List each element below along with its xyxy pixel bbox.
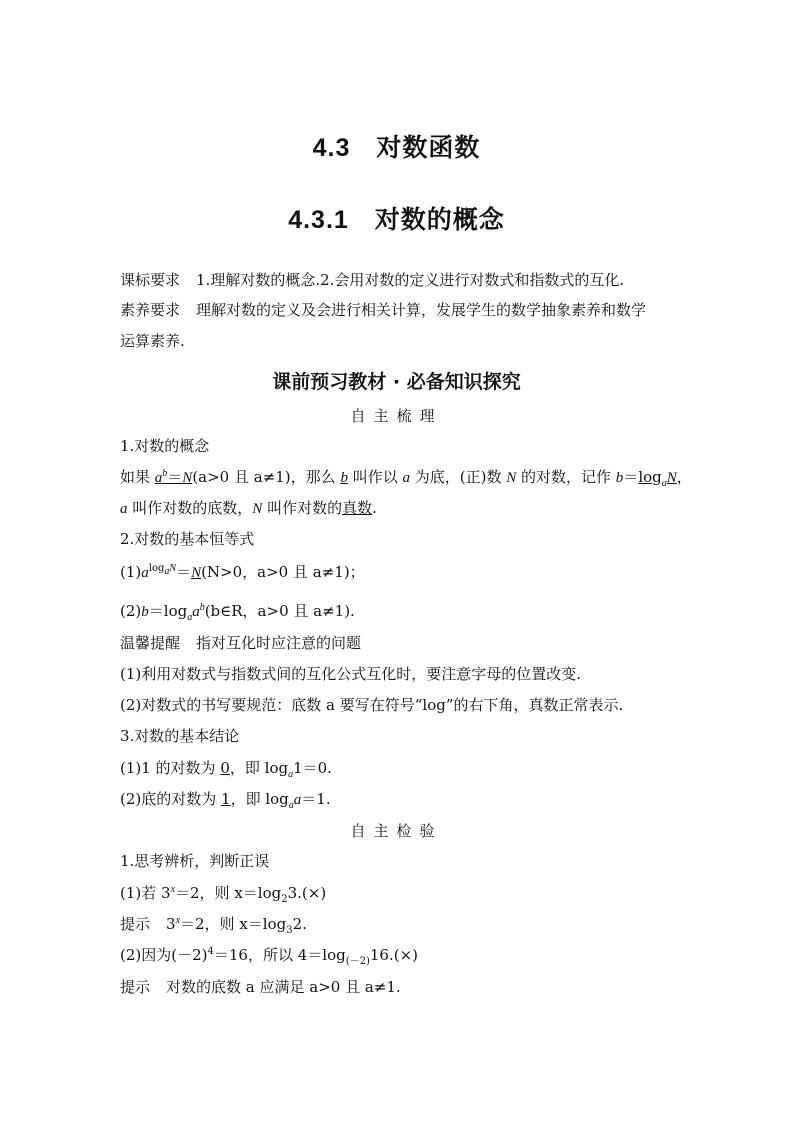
text: ＝1. <box>301 790 331 808</box>
curriculum-label: 课标要求 <box>120 271 181 289</box>
var-a: a <box>288 800 294 811</box>
preview-title: 课前预习教材 · 必备知识探究 <box>272 371 521 393</box>
blank-true-number: 真数 <box>342 499 373 517</box>
identity-1 <box>120 562 680 583</box>
exercise-heading: 1.思考辨析，判断正误 <box>120 852 270 870</box>
text: 的对数，记作 <box>516 468 616 486</box>
exercise-q1: (1)若 $3^x=2$，则 $x=\log_23.(\times)$ <box>120 884 327 905</box>
text: (N>0，a>0 且 a≠1)； <box>201 563 365 581</box>
var-a: a <box>661 478 667 489</box>
text: 对数的底数 a 应满足 a>0 且 a≠1. <box>166 978 401 996</box>
var-N: N <box>252 501 263 517</box>
var-b: b <box>162 468 168 479</box>
text: ＝16，所以 4＝log <box>213 946 346 964</box>
section-name: 对数的概念 <box>374 205 505 234</box>
var-a: a <box>187 612 193 623</box>
text: 叫作对数的 <box>262 499 343 517</box>
text: (2)底的对数为 <box>120 790 222 808</box>
chapter-name: 对数函数 <box>376 133 481 162</box>
exercise-hint-1: 提示 $3^x=2$，则 $x=\log_32$. <box>120 915 307 936</box>
text: 3.(×) <box>287 884 327 902</box>
var-b: b <box>141 604 149 620</box>
text: (1)若 3 <box>120 884 171 902</box>
exercise-q2: (2)因为$(-2)^4=16$，所以 $4=\log_{(-2)}16.(\times)$ <box>120 946 419 967</box>
exp-form <box>155 468 193 486</box>
eq: ＝ <box>148 602 164 620</box>
tip-1: (1)利用对数式与指数式间的互化公式互化时，要注意字母的位置改变. <box>120 665 582 683</box>
curriculum-text: 1.理解对数的概念.2.会用对数的定义进行对数式和指数式的互化. <box>196 271 625 289</box>
var-a: a <box>192 604 200 620</box>
hint-label: 提示 <box>120 915 151 933</box>
text: 1＝0. <box>293 759 332 777</box>
log: log <box>638 468 662 486</box>
text: 2. <box>292 915 307 933</box>
literacy-text-2: 运算素养. <box>120 332 185 350</box>
section-number: 4.3.1 <box>288 206 349 234</box>
chapter-title <box>0 128 793 164</box>
text: ＝2，则 x＝log <box>180 915 287 933</box>
curriculum-requirement <box>120 270 680 290</box>
identity-2 <box>120 601 680 622</box>
blank-N: N <box>191 565 202 581</box>
blank-zero: 0 <box>220 759 230 777</box>
var-N: N <box>506 470 517 486</box>
var-a: a <box>402 470 410 486</box>
var-a: a <box>141 565 149 581</box>
concept-definition-line1: 如果 $a^b=N(a>0$ 且 a≠1)，那么 b 叫作以 a 为底，(正)数 N 的对数，记作 $b=\log_aN$， <box>120 468 692 489</box>
conclusion-1 <box>120 758 680 778</box>
var-a: a <box>288 769 294 780</box>
literacy-text-1: 理解对数的定义及会进行相关计算，发展学生的数学抽象素养和数学 <box>196 301 647 319</box>
tip-2: (2)对数式的书写要规范：底数 a 要写在符号“log”的右下角，真数正常表示. <box>120 696 624 714</box>
text: 16.(×) <box>369 946 419 964</box>
concept-heading: 1.对数的概念 <box>120 437 210 455</box>
var-a: a <box>154 470 163 486</box>
text: 叫作对数的底数， <box>127 499 253 517</box>
eq: ＝ <box>623 468 639 486</box>
chapter-number: 4.3 <box>312 134 351 162</box>
literacy-requirement <box>120 300 680 320</box>
identity-heading: 2.对数的基本恒等式 <box>120 530 255 548</box>
text: (b∈R，a>0 且 a≠1). <box>204 602 355 620</box>
text: . <box>372 499 377 517</box>
var-b: b <box>199 602 205 613</box>
text: 如果 <box>120 468 155 486</box>
section-title <box>0 200 793 236</box>
eq: ＝ <box>176 563 192 581</box>
text: (1)1 的对数为 <box>120 759 221 777</box>
eq: ＝ <box>167 468 183 486</box>
text: (1) <box>120 563 142 581</box>
text: (2)因为(－2) <box>120 946 208 964</box>
blank-one: 1 <box>221 790 231 808</box>
text: (a>0 且 a≠1)，那么 <box>192 468 341 486</box>
tips-label: 温馨提醒 <box>120 634 181 652</box>
var-N: N <box>182 470 193 486</box>
text: ，即 log <box>230 790 289 808</box>
self-check-heading: 自主检验 <box>350 822 443 840</box>
log-form <box>638 468 677 489</box>
tips-heading <box>120 633 680 653</box>
log: log <box>163 602 188 620</box>
text: 叫作以 <box>347 468 403 486</box>
literacy-label: 素养要求 <box>120 301 181 319</box>
text: (2) <box>120 602 142 620</box>
concept-definition-line2 <box>120 498 680 519</box>
var-a: a <box>293 792 302 808</box>
var-N: N <box>169 563 177 574</box>
log-base: (－2) <box>345 956 370 967</box>
log: log <box>148 563 165 574</box>
conclusion-2 <box>120 789 680 810</box>
text: 3 <box>166 915 176 933</box>
var-b: b <box>615 470 624 486</box>
blank-b: b <box>340 470 348 486</box>
tips-title: 指对互化时应注意的问题 <box>196 634 362 652</box>
conclusion-heading: 3.对数的基本结论 <box>120 727 240 745</box>
text: 为底，(正)数 <box>409 468 507 486</box>
text: ＝2，则 x＝log <box>175 884 282 902</box>
self-study-heading: 自主梳理 <box>350 407 443 425</box>
var-N: N <box>666 470 677 486</box>
var-a: a <box>120 501 128 517</box>
var-a: a <box>164 566 170 577</box>
hint-label: 提示 <box>120 978 151 996</box>
exercise-hint-2 <box>120 977 680 997</box>
text: ，即 log <box>229 759 289 777</box>
